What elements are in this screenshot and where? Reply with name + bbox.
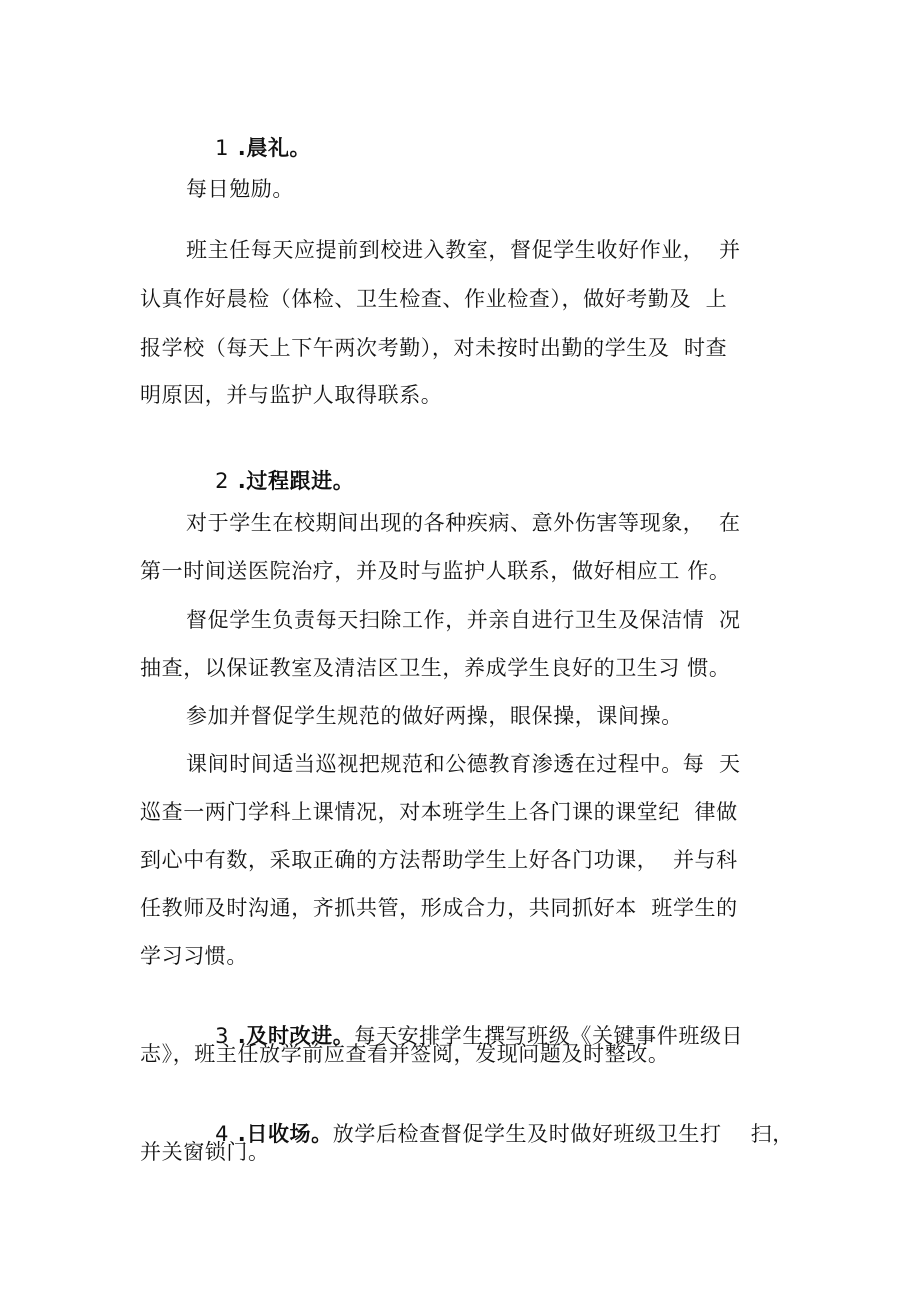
heading-title: .及时改进。: [237, 1024, 355, 1048]
heading-title: .日收场。: [237, 1122, 333, 1146]
text-line: 每日勉励。: [186, 177, 294, 201]
text-line: 督促学生负责每天扫除工作，并亲自进行卫生及保洁情 况: [186, 608, 741, 632]
text-line: 学习习惯。: [140, 944, 248, 968]
text-line: 班主任每天应提前到校进入教室，督促学生收好作业， 并: [186, 238, 741, 262]
text-line: 第一时间送医院治疗，并及时与监护人联系，做好相应工 作。: [140, 559, 731, 583]
text-line: 报学校（每天上下午两次考勤），对未按时出勤的学生及 时查: [140, 336, 728, 360]
text-line: 并关窗锁门。: [140, 1140, 270, 1164]
text-line: 认真作好晨检（体检、卫生检查、作业检查），做好考勤及 上: [140, 287, 728, 311]
text-line: 参加并督促学生规范的做好两操，眼保操，课间操。: [186, 704, 683, 728]
text-line: 课间时间适当巡视把规范和公德教育渗透在过程中。每 天: [186, 752, 741, 776]
heading-number: 3: [215, 1024, 231, 1048]
heading-number: 4: [215, 1122, 231, 1146]
text-line: 到心中有数，采取正确的方法帮助学生上好各门功课， 并与科: [140, 848, 738, 872]
text-line: 对于学生在校期间出现的各种疾病、意外伤害等现象， 在: [186, 511, 741, 535]
section-heading-4: [186, 1089, 794, 1179]
text-line: 抽查，以保证教室及清洁区卫生，养成学生良好的卫生习 惯。: [140, 656, 731, 680]
heading-title: .过程跟进。: [237, 469, 355, 493]
text-line: 志》，班主任放学前应查看并签阅，发现问题及时整改。: [140, 1042, 670, 1066]
text-line: 任教师及时沟通，齐抓共管，形成合力，共同抓好本 班学生的: [140, 896, 738, 920]
heading-title: .晨礼。: [237, 136, 312, 160]
heading-number: 1: [215, 136, 231, 160]
text-line: 巡查一两门学科上课情况，对本班学生上各门课的课堂纪 律做: [140, 800, 738, 824]
heading-number: 2: [215, 469, 231, 493]
text-line: 明原因，并与监护人取得联系。: [140, 383, 443, 407]
heading-inline-text: 放学后检查督促学生及时做好班级卫生打 扫，: [332, 1122, 794, 1146]
heading-inline-text: 每天安排学生撰写班级《关键事件班级日: [354, 1024, 744, 1048]
